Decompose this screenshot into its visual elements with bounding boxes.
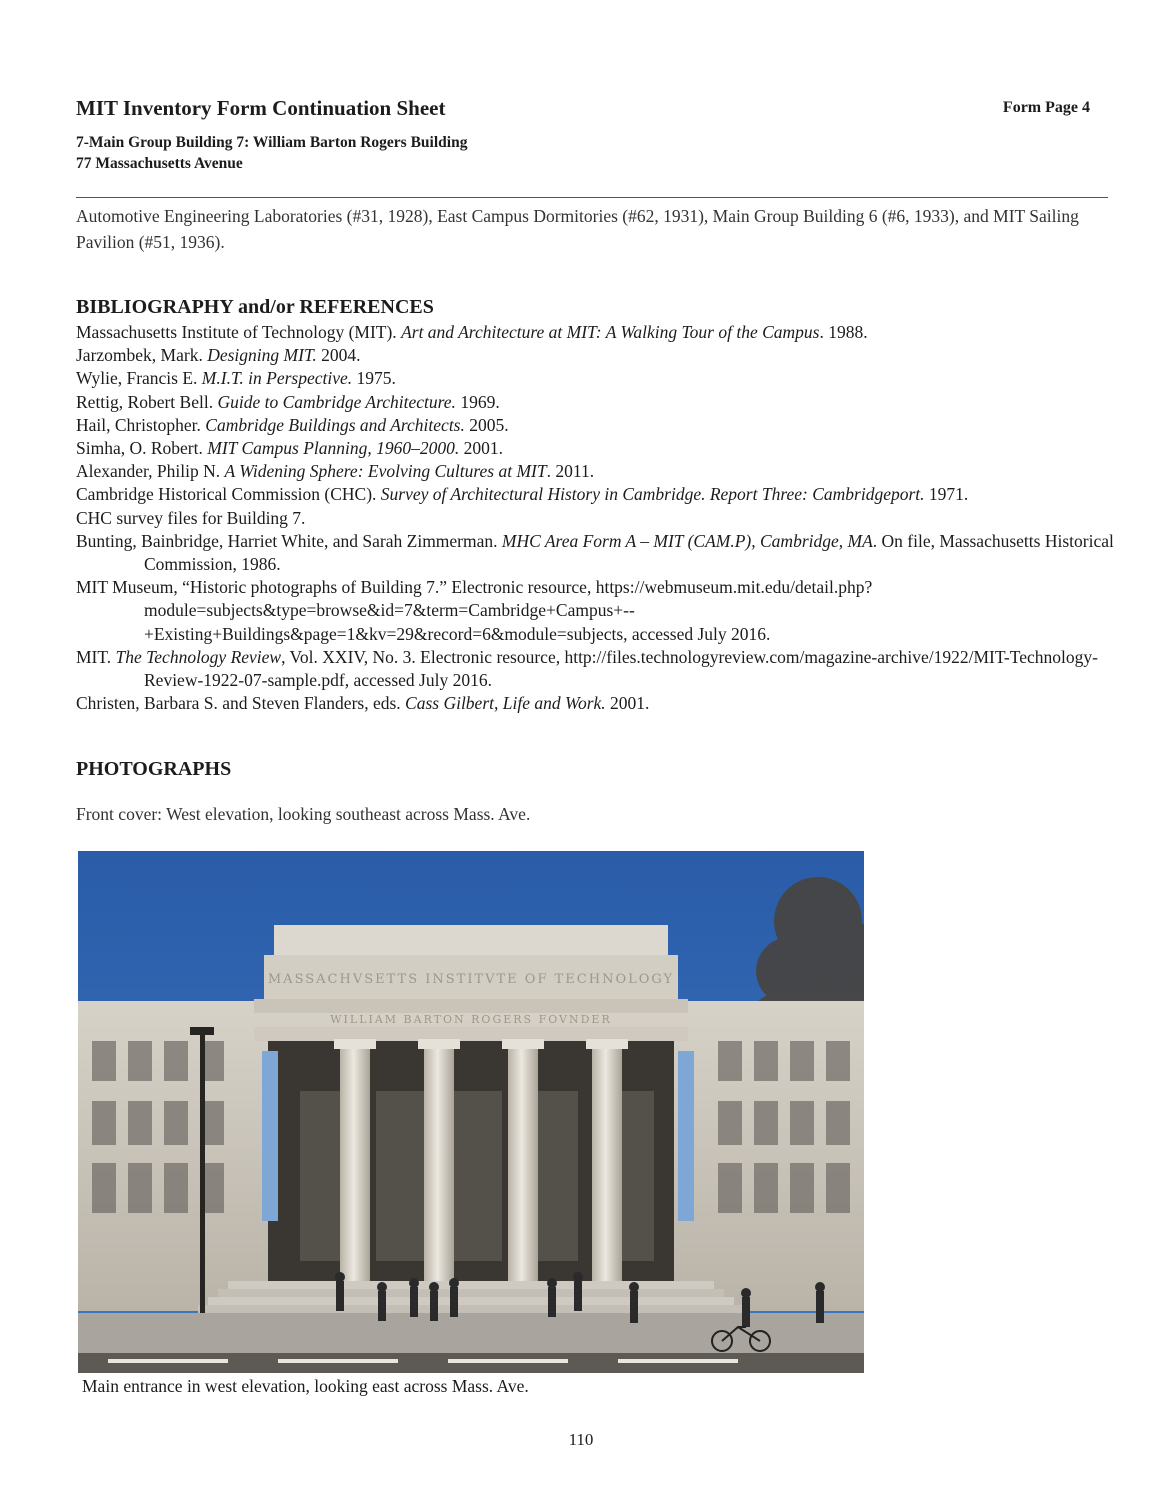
bibliography-entry (76, 414, 1116, 437)
bibliography-list (76, 321, 1116, 715)
entry-title: M.I.T. in Perspective. (201, 368, 353, 389)
entry-title: Designing MIT. (207, 345, 317, 366)
front-cover-caption: Front cover: West elevation, looking southeast across Mass. Ave. (76, 804, 531, 824)
bibliography-entry (76, 367, 1116, 390)
entry-text-tail: 2001. (605, 693, 650, 714)
entry-text: Rettig, Robert Bell. (76, 391, 218, 412)
bibliography-entry (76, 576, 1116, 646)
entry-title: MHC Area Form A – MIT (CAM.P), Cambridge, MA (501, 530, 873, 551)
entry-text-tail: 1975. (352, 368, 396, 389)
entry-title: Art and Architecture at MIT: A Walking Tour of the Campus (401, 322, 820, 342)
page-number: 110 (568, 1430, 594, 1449)
bibliography-entry (76, 692, 1116, 715)
bibliography-entry (76, 344, 1116, 367)
entry-text: CHC survey files for Building 7. (76, 507, 306, 528)
entry-text: MIT. (76, 646, 116, 667)
bibliography-entry (76, 437, 1116, 460)
bibliography-heading: BIBLIOGRAPHY and/or REFERENCES (76, 296, 434, 318)
entry-title: Cambridge Buildings and Architects. (205, 414, 465, 435)
entry-text-tail: 2005. (464, 414, 509, 435)
entry-text-tail: 1969. (455, 391, 500, 412)
header-divider (76, 197, 1108, 198)
building-name: 7-Main Group Building 7: William Barton Rogers Building (76, 134, 468, 151)
entry-text: Alexander, Philip N. (76, 461, 225, 482)
bibliography-entry (76, 530, 1116, 576)
building-photo-illustration (78, 851, 864, 1373)
bibliography-entry (76, 391, 1116, 414)
bibliography-entry (76, 507, 1116, 530)
photo-caption: Main entrance in west elevation, looking east across Mass. Ave. (82, 1376, 529, 1396)
bibliography-entry (76, 646, 1116, 692)
bibliography-entry (76, 460, 1116, 483)
entry-text-tail: 2001. (459, 438, 503, 459)
entry-text-tail: . 1988. (819, 322, 868, 342)
entry-text: Simha, O. Robert. (76, 438, 208, 459)
entry-text: MIT Museum, “Historic photographs of Building 7.” Electronic resource, https://webmuseum.mit.edu/detail.php?module=subjects&type=browse&id=7&term=Cambridge+Campus+--+Existing+Buildings&page=1&kv=29&record=6&module=subjects, accessed July 2016. (76, 577, 873, 644)
entry-title: Survey of Architectural History in Cambridge. Report Three: Cambridgeport. (380, 484, 925, 505)
bibliography-entry (76, 483, 1116, 506)
entry-title: Cass Gilbert, Life and Work. (405, 693, 606, 714)
entry-text-tail: 2004. (316, 345, 361, 366)
entry-title: MIT Campus Planning, 1960–2000. (207, 438, 460, 459)
inscription-upper: MASSACHVSETTS INSTITVTE OF TECHNOLOGY (267, 972, 675, 987)
entry-text-tail: , Vol. XXIV, No. 3. Electronic resource, http://files.technologyreview.com/magazine-archive/1922/MIT-Technology-Review-1922-07-sample.pdf, accessed July 2016. (144, 646, 1098, 691)
entry-text: Massachusetts Institute of Technology (MIT). (76, 322, 402, 342)
form-title: MIT Inventory Form Continuation Sheet (76, 96, 446, 120)
building-address: 77 Massachusetts Avenue (76, 155, 243, 172)
entry-text-tail: . 2011. (546, 461, 595, 482)
entry-text: Christen, Barbara S. and Steven Flanders, eds. (76, 693, 406, 714)
building-photo (78, 851, 864, 1373)
entry-text: Jarzombek, Mark. (76, 345, 208, 366)
entry-title: The Technology Review (115, 646, 282, 667)
inscription-lower: WILLIAM BARTON ROGERS FOVNDER (330, 1013, 612, 1026)
entry-title: A Widening Sphere: Evolving Cultures at MIT (224, 461, 547, 482)
entry-title: Guide to Cambridge Architecture. (217, 391, 456, 412)
entry-text-tail: . On file, Massachusetts Historical Commission, 1986. (144, 530, 1114, 575)
continued-paragraph: Automotive Engineering Laboratories (#31, 1928), East Campus Dormitories (#62, 1931), Main Group Building 6 (#6, 1933), and MIT Sailing Pavilion (#51, 1936). (76, 206, 1079, 252)
entry-text: Hail, Christopher. (76, 414, 206, 435)
form-page-label: Form Page 4 (1002, 99, 1090, 116)
entry-text-tail: 1971. (924, 484, 969, 505)
entry-text: Wylie, Francis E. (76, 368, 202, 389)
entry-text: Bunting, Bainbridge, Harriet White, and Sarah Zimmerman. (76, 530, 502, 551)
photographs-heading: PHOTOGRAPHS (76, 758, 232, 780)
bibliography-entry (76, 321, 1116, 344)
entry-text: Cambridge Historical Commission (CHC). (76, 484, 381, 505)
